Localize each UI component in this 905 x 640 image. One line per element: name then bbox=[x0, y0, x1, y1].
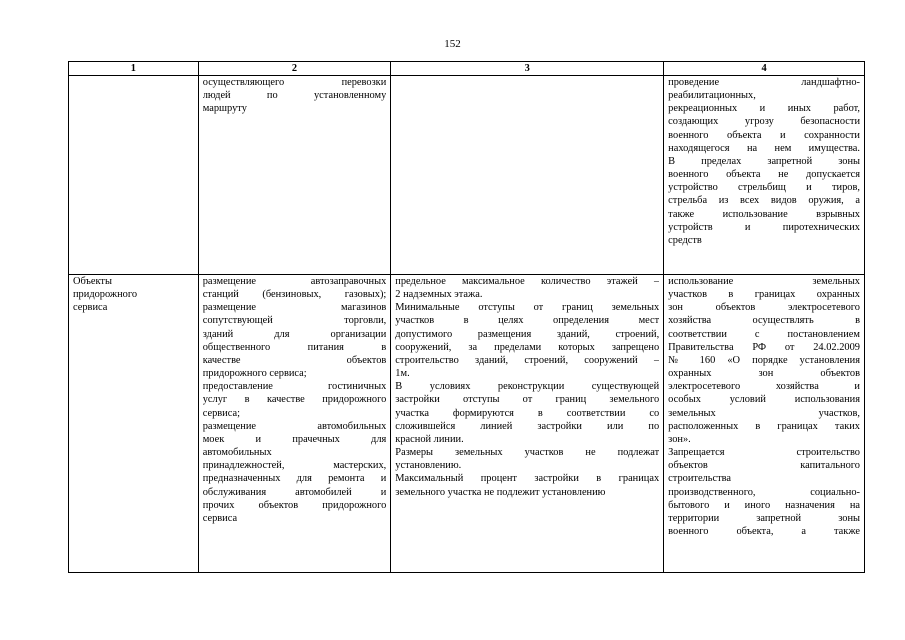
text-line: предельное максимальное количество этажей – bbox=[395, 276, 660, 287]
text-line: застройки отступы от границ земельного bbox=[395, 394, 660, 406]
text-line: Правительства РФ от 24.02.2009 bbox=[668, 341, 860, 353]
text-line: красной линии. bbox=[395, 433, 464, 445]
text-line: сложившейся линией застройки или по bbox=[395, 420, 660, 432]
text-line: участков в границах охранных bbox=[668, 289, 860, 301]
text-line: предназначенных для ремонта и bbox=[202, 473, 387, 485]
header-cell-2: 2 bbox=[198, 62, 391, 76]
text-line: людей по установленному bbox=[202, 90, 387, 102]
text-line: военного объекта и сохранности bbox=[668, 129, 860, 141]
text-line: размещение автозаправочных bbox=[202, 276, 387, 287]
text-line: допустимого размещения зданий, строений, bbox=[395, 328, 660, 340]
text-line: автомобильных bbox=[202, 447, 272, 459]
text-line: 1м. bbox=[395, 368, 410, 380]
text-line: электросетевого хозяйства и bbox=[668, 381, 860, 393]
text-line: также использование взрывных bbox=[668, 208, 860, 220]
text-line: использование земельных bbox=[668, 276, 860, 287]
table-row bbox=[69, 76, 865, 275]
cell-row2-col4 bbox=[664, 275, 865, 573]
text-line: соответствии с постановлением bbox=[668, 328, 860, 340]
text-line: сервиса; bbox=[202, 407, 240, 419]
text-line: стрельба из всех видов оружия, а bbox=[668, 195, 860, 207]
text-line: создающих угрозу безопасности bbox=[668, 116, 860, 128]
text-line: проведение ландшафтно- bbox=[668, 77, 860, 88]
text-line: находящегося на нем имущества. bbox=[668, 142, 860, 154]
text-line: В пределах запретной зоны bbox=[668, 155, 860, 167]
cell-row2-col3 bbox=[391, 275, 664, 573]
text-line: качестве объектов bbox=[202, 354, 387, 366]
text-line: принадлежностей, мастерских, bbox=[202, 460, 387, 472]
cell-row1-col3 bbox=[391, 76, 664, 275]
header-cell-4: 4 bbox=[664, 62, 865, 76]
text-line: зон». bbox=[668, 433, 691, 445]
text-line: Размеры земельных участков не подлежат bbox=[395, 447, 660, 459]
text-line: средств bbox=[668, 234, 702, 246]
text-line: Объекты bbox=[73, 276, 112, 287]
text-line: сопутствующей торговли, bbox=[202, 315, 387, 327]
text-line: производственного, социально- bbox=[668, 486, 860, 498]
text-line: установлению. bbox=[395, 460, 462, 472]
text-line: объектов капитального bbox=[668, 460, 860, 472]
text-line: особых условий использования bbox=[668, 394, 860, 406]
text-line: осуществляющего перевозки bbox=[202, 77, 387, 88]
text-line: придорожного сервиса; bbox=[202, 368, 307, 380]
text-line: придорожного bbox=[73, 289, 138, 301]
text-line: земельного участка не подлежит установлению bbox=[395, 486, 606, 498]
text-line: участков в целях определения мест bbox=[395, 315, 660, 327]
text-line: военного объекта, а также bbox=[668, 525, 860, 537]
text-line: реабилитационных, bbox=[668, 90, 756, 102]
text-line: зданий для организации bbox=[202, 328, 387, 340]
cell-row1-col1 bbox=[69, 76, 199, 275]
text-line: устройство стрельбищ и тиров, bbox=[668, 182, 860, 194]
text-line: Запрещается строительство bbox=[668, 447, 860, 459]
text-line: хозяйства осуществлять в bbox=[668, 315, 860, 327]
cell-row1-col4 bbox=[664, 76, 865, 275]
text-line: устройств и пиротехнических bbox=[668, 221, 860, 233]
table-header-row bbox=[69, 62, 865, 76]
text-line: размещение магазинов bbox=[202, 302, 387, 314]
text-line: прочих объектов придорожного bbox=[202, 499, 387, 511]
text-line: моек и прачечных для bbox=[202, 433, 387, 445]
cell-row2-col1 bbox=[69, 275, 199, 573]
text-line: участка формируются в соответствии со bbox=[395, 407, 660, 419]
text-line: рекреационных и иных работ, bbox=[668, 103, 860, 115]
text-line: Максимальный процент застройки в границах bbox=[395, 473, 660, 485]
text-line: территории запретной зоны bbox=[668, 512, 860, 524]
page-number: 152 bbox=[444, 38, 461, 50]
text-line: сооружений, за пределами которых запрещено bbox=[395, 341, 660, 353]
text-line: станций (бензиновых, газовых); bbox=[202, 289, 387, 301]
text-line: расположенных в границах таких bbox=[668, 420, 860, 432]
text-line: сервиса bbox=[202, 512, 238, 524]
text-line: строительства bbox=[668, 473, 732, 485]
text-line: бытового и иного назначения на bbox=[668, 499, 860, 511]
text-line: услуг в качестве придорожного bbox=[202, 394, 387, 406]
text-line: В условиях реконструкции существующей bbox=[395, 381, 660, 393]
text-line: Минимальные отступы от границ земельных bbox=[395, 302, 660, 314]
text-line: зон объектов электросетевого bbox=[668, 302, 860, 314]
text-line: предоставление гостиничных bbox=[202, 381, 387, 393]
text-line: маршруту bbox=[202, 103, 247, 115]
text-line: военного объекта не допускается bbox=[668, 169, 860, 181]
text-line: строительство зданий, строений, сооружений – bbox=[395, 354, 660, 366]
text-line: общественного питания в bbox=[202, 341, 387, 353]
text-line: обслуживания автомобилей и bbox=[202, 486, 387, 498]
text-line: 2 надземных этажа. bbox=[395, 289, 483, 301]
header-cell-1: 1 bbox=[69, 62, 199, 76]
text-line: № 160 «О порядке установления bbox=[668, 354, 860, 366]
text-line: охранных зон объектов bbox=[668, 368, 860, 380]
cell-row2-col2 bbox=[198, 275, 391, 573]
text-line: размещение автомобильных bbox=[202, 420, 387, 432]
cell-row1-col2 bbox=[198, 76, 391, 275]
document-table bbox=[68, 61, 865, 573]
table-row bbox=[69, 275, 865, 573]
text-line: земельных участков, bbox=[668, 407, 860, 419]
header-cell-3: 3 bbox=[391, 62, 664, 76]
text-line: сервиса bbox=[73, 302, 108, 314]
